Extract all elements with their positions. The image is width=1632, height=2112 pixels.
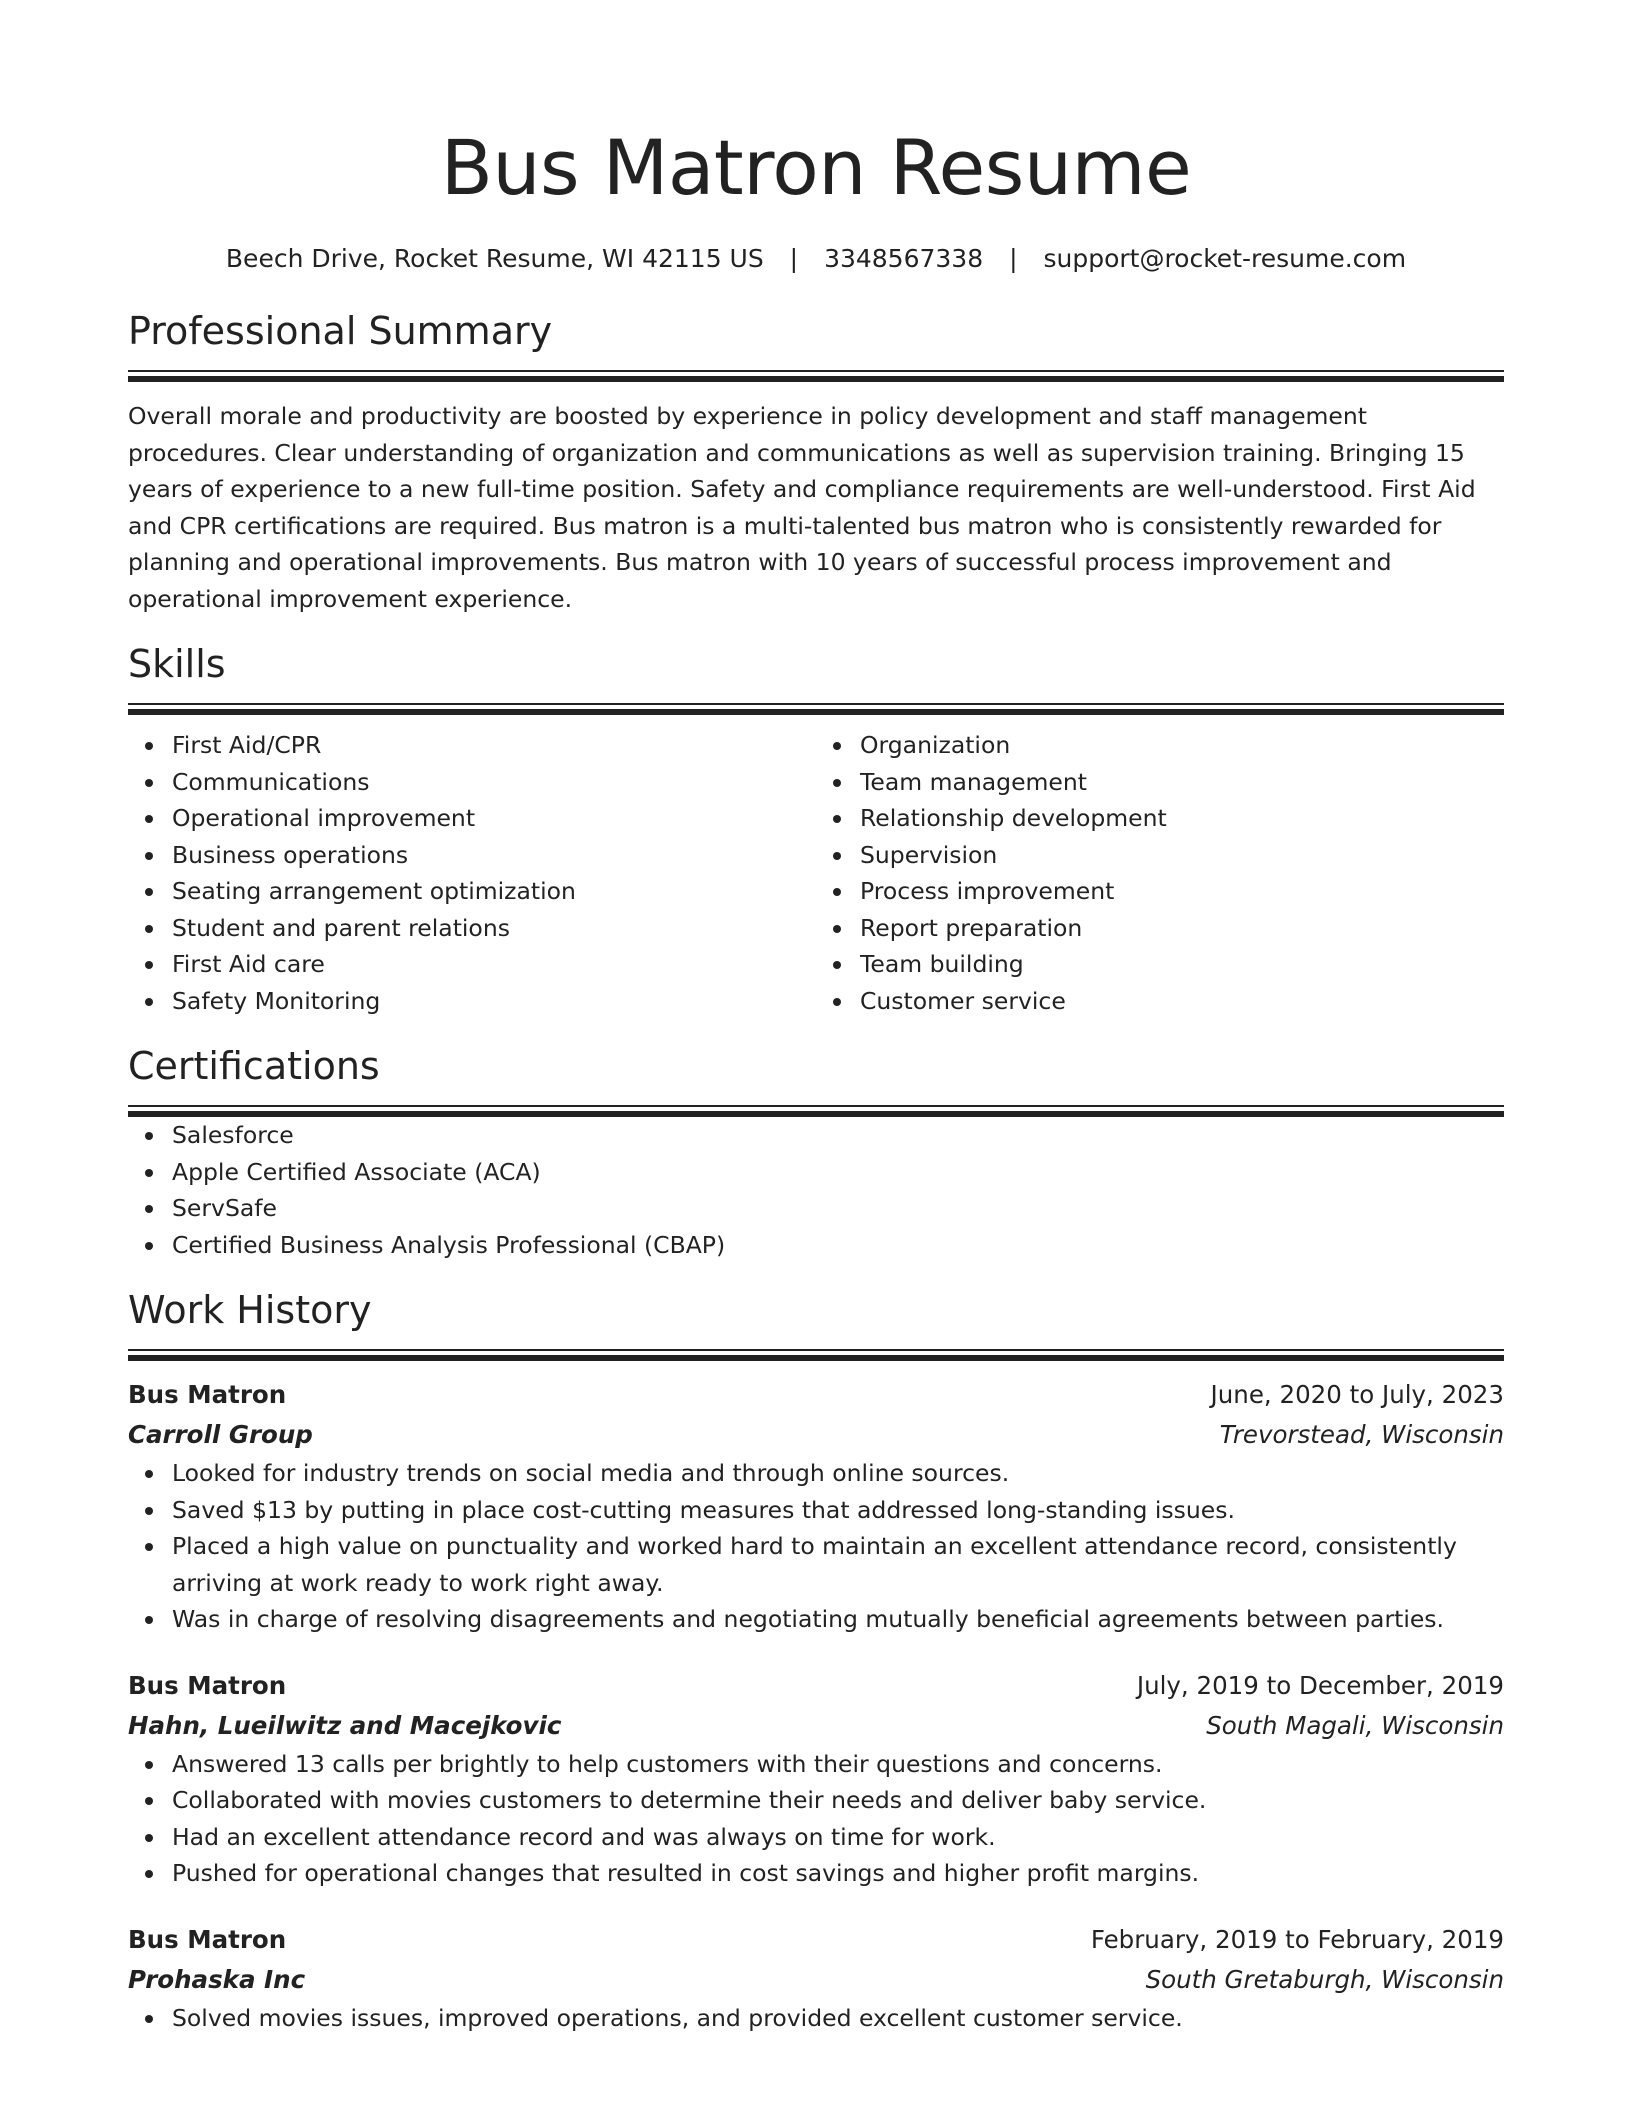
job-company: Carroll Group (128, 1420, 313, 1449)
job-dates: July, 2019 to December, 2019 (1136, 1670, 1504, 1700)
job-bullet: Saved $13 by putting in place cost-cutting measures that addressed long-standing issues. (172, 1492, 1504, 1529)
job-entry (128, 1666, 1504, 1892)
job-bullet: Placed a high value on punctuality and worked hard to maintain an excellent attendance record, consistently arriving at work ready to work right away. (172, 1528, 1504, 1601)
work-history-section (128, 1285, 1504, 2036)
job-location: South Gretaburgh, Wisconsin (1145, 1964, 1504, 1994)
certifications-section (128, 1041, 1504, 1263)
contact-phone: 3348567338 (824, 244, 984, 273)
skills-grid (128, 727, 1504, 1019)
contact-email: support@rocket-resume.com (1043, 244, 1407, 273)
job-bullet: Pushed for operational changes that resulted in cost savings and higher profit margins. (172, 1855, 1504, 1892)
resume-title: Bus Matron Resume (440, 123, 1192, 212)
job-location: South Magali, Wisconsin (1206, 1710, 1504, 1740)
job-bullet: Collaborated with movies customers to determine their needs and deliver baby service. (172, 1782, 1504, 1819)
job-bullet: Was in charge of resolving disagreements and negotiating mutually beneficial agreements between parties. (172, 1601, 1504, 1638)
job-header-row (128, 1666, 1504, 1706)
job-company: Prohaska Inc (128, 1964, 306, 1994)
job-bullet: Looked for industry trends on social media and through online sources. (172, 1455, 1504, 1492)
skills-column-right (816, 727, 1504, 1019)
skill-item: Team management (860, 764, 1504, 801)
job-header-row (128, 1920, 1504, 1960)
section-heading-skills: Skills (128, 642, 226, 686)
job-bullet: Had an excellent attendance record and was always on time for work. (172, 1819, 1504, 1856)
skill-item: Operational improvement (172, 800, 816, 837)
job-bullet: Answered 13 calls per brightly to help customers with their questions and concerns. (172, 1746, 1504, 1783)
section-divider (128, 370, 1504, 382)
skill-item: Customer service (860, 983, 1504, 1020)
job-title: Bus Matron (128, 1380, 287, 1409)
summary-text: Overall morale and productivity are boosted by experience in policy development and staff management procedures. Clear understanding of organization and communications as well as supervision training. Bringing 15 years of experience to a new full-time position. Safety and compliance requirements are well-understood. First Aid and CPR certifications are required. Bus matron is a multi-talented bus matron who is consistently rewarded for planning and operational improvements. Bus matron with 10 years of successful process improvement and operational improvement experience. (128, 402, 1476, 613)
job-dates: February, 2019 to February, 2019 (1090, 1924, 1504, 1954)
skill-item: Business operations (172, 837, 816, 874)
job-subheader-row (128, 1706, 1504, 1746)
contact-separator: | (789, 244, 799, 273)
skill-item: Student and parent relations (172, 910, 816, 947)
contact-line (128, 242, 1504, 276)
section-heading-certifications: Certifications (128, 1044, 380, 1088)
job-title: Bus Matron (128, 1924, 287, 1954)
section-divider (128, 1105, 1504, 1117)
job-company: Hahn, Lueilwitz and Macejkovic (128, 1710, 562, 1740)
job-header-row (128, 1375, 1504, 1415)
job-bullet: Solved movies issues, improved operations, and provided excellent customer service. (172, 2000, 1504, 2037)
skills-column-left (128, 727, 816, 1019)
job-entry (128, 1375, 1504, 1638)
skills-section (128, 639, 1504, 1019)
skill-item: Process improvement (860, 873, 1504, 910)
section-divider (128, 1349, 1504, 1361)
skills-list-left (128, 727, 816, 1019)
job-bullet-list (128, 2000, 1504, 2037)
section-heading-summary: Professional Summary (128, 309, 553, 353)
skill-item: First Aid care (172, 946, 816, 983)
job-location: Trevorstead, Wisconsin (1219, 1420, 1504, 1449)
job-subheader-row (128, 1960, 1504, 2000)
certification-item: Salesforce (172, 1117, 1504, 1154)
section-heading-work-history: Work History (128, 1288, 372, 1332)
certifications-list (128, 1117, 1504, 1263)
certification-item: ServSafe (172, 1190, 1504, 1227)
skill-item: Team building (860, 946, 1504, 983)
skills-list-right (816, 727, 1504, 1019)
job-dates: June, 2020 to July, 2023 (1210, 1380, 1504, 1409)
job-title: Bus Matron (128, 1670, 287, 1700)
skill-item: Relationship development (860, 800, 1504, 837)
section-divider (128, 703, 1504, 715)
summary-section (128, 306, 1504, 617)
skill-item: Communications (172, 764, 816, 801)
job-bullet-list (128, 1746, 1504, 1892)
skill-item: Safety Monitoring (172, 983, 816, 1020)
certification-item: Apple Certified Associate (ACA) (172, 1154, 1504, 1191)
job-entry (128, 1920, 1504, 2037)
contact-address: Beech Drive, Rocket Resume, WI 42115 US (225, 244, 764, 273)
job-subheader-row (128, 1415, 1504, 1455)
skill-item: Supervision (860, 837, 1504, 874)
skill-item: First Aid/CPR (172, 727, 816, 764)
contact-separator: | (1009, 244, 1018, 273)
certification-item: Certified Business Analysis Professional (CBAP) (172, 1227, 1504, 1264)
skill-item: Report preparation (860, 910, 1504, 947)
job-bullet-list (128, 1455, 1504, 1638)
skill-item: Seating arrangement optimization (172, 873, 816, 910)
skill-item: Organization (860, 727, 1504, 764)
